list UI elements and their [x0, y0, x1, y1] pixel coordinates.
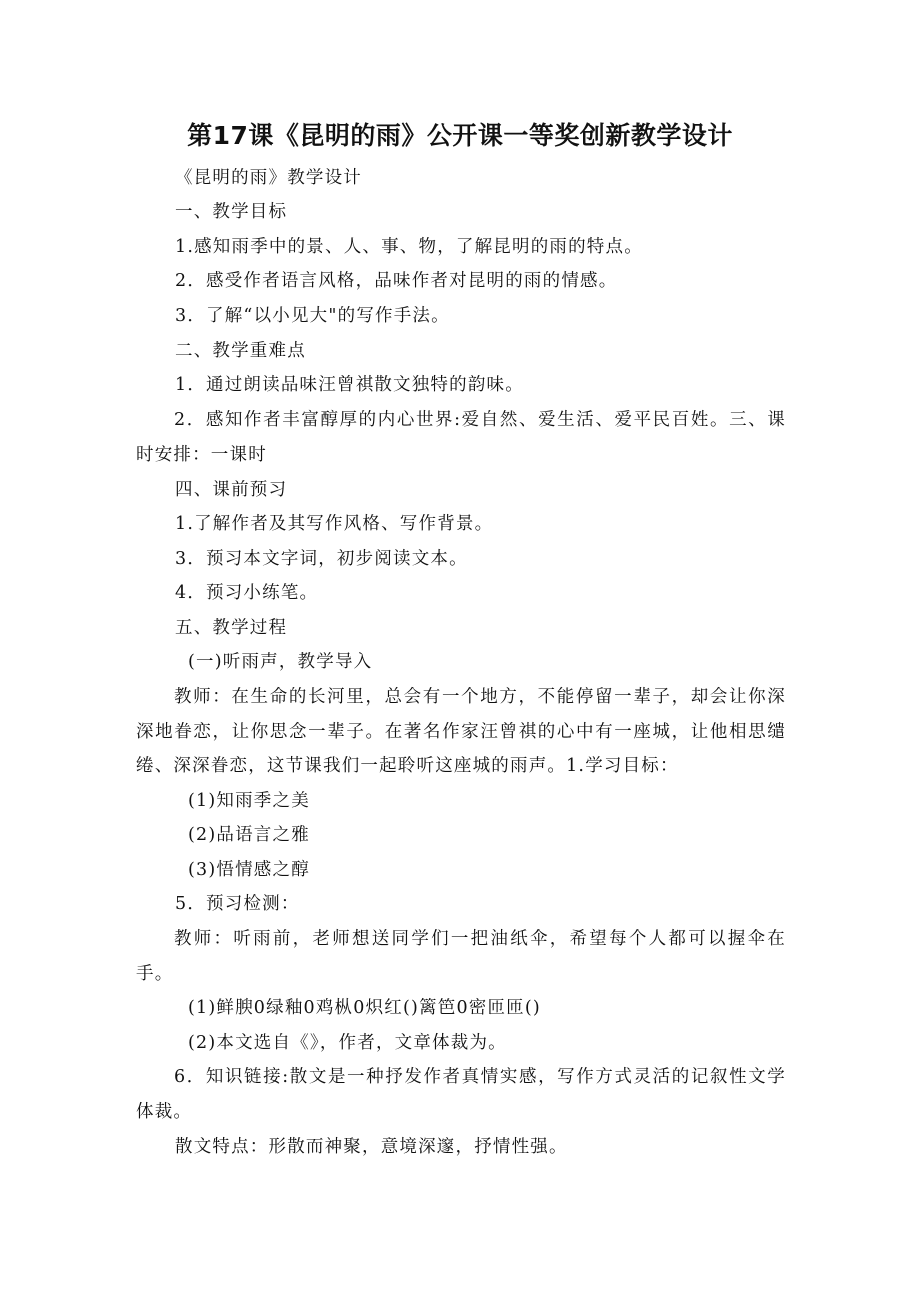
knowledge-link-paragraph: 6．知识链接:散文是一种抒发作者真情实感，写作方式灵活的记叙性文学体裁。: [136, 1067, 786, 1122]
learning-target-2: (2)品语言之雅: [188, 825, 310, 845]
goal-item-2: 2．感受作者语言风格，品味作者对昆明的雨的情感。: [175, 271, 618, 291]
learning-target-1: (1)知雨季之美: [188, 791, 310, 811]
preview-check-heading: 5．预习检测：: [175, 894, 300, 914]
key-points-heading: 二、教学重难点: [175, 341, 306, 361]
teacher-umbrella-paragraph: 教师：听雨前，老师想送同学们一把油纸伞，希望每个人都可以握伞在手。: [136, 929, 786, 984]
process-heading: 五、教学过程: [175, 618, 288, 638]
goal-item-3: 3．了解“以小见大"的写作手法。: [175, 306, 450, 326]
goal-item-1: 1.感知雨季中的景、人、事、物，了解昆明的雨的特点。: [175, 237, 643, 257]
key-point-1: 1．通过朗读品味汪曾祺散文独特的韵味。: [175, 375, 524, 395]
check-question-2: (2)本文选自《》，作者，文章体裁为。: [188, 1033, 507, 1053]
prose-features-line: 散文特点：形散而神聚，意境深邃，抒情性强。: [175, 1137, 568, 1157]
goals-heading: 一、教学目标: [175, 202, 288, 222]
teacher-intro-paragraph: 教师：在生命的长河里，总会有一个地方，不能停留一辈子，却会让你深深地眷恋，让你思念一辈子。在著名作家汪曾祺的心中有一座城，让他相思缱绻、深深眷恋，这节课我们一起聆听这座城的雨声。1.学习目标：: [136, 687, 786, 776]
check-question-1: (1)鲜腴0绿釉0鸡枞0炽红()篱笆0密匝匝(): [188, 998, 541, 1018]
preview-item-3: 3．预习本文字词，初步阅读文本。: [175, 549, 468, 569]
key-point-2: 2．感知作者丰富醇厚的内心世界:爱自然、爱生活、爱平民百姓。三、课时安排：一课时: [136, 410, 786, 465]
process-subheading-1: (一)听雨声，教学导入: [188, 652, 373, 672]
learning-target-3: (3)悟情感之醇: [188, 860, 310, 880]
document-title: 第17课《昆明的雨》公开课一等奖创新教学设计: [187, 121, 733, 150]
preview-heading: 四、课前预习: [175, 480, 288, 500]
document-subtitle: 《昆明的雨》教学设计: [175, 168, 362, 188]
preview-item-1: 1.了解作者及其写作风格、写作背景。: [175, 514, 494, 534]
preview-item-4: 4．预习小练笔。: [175, 583, 319, 603]
